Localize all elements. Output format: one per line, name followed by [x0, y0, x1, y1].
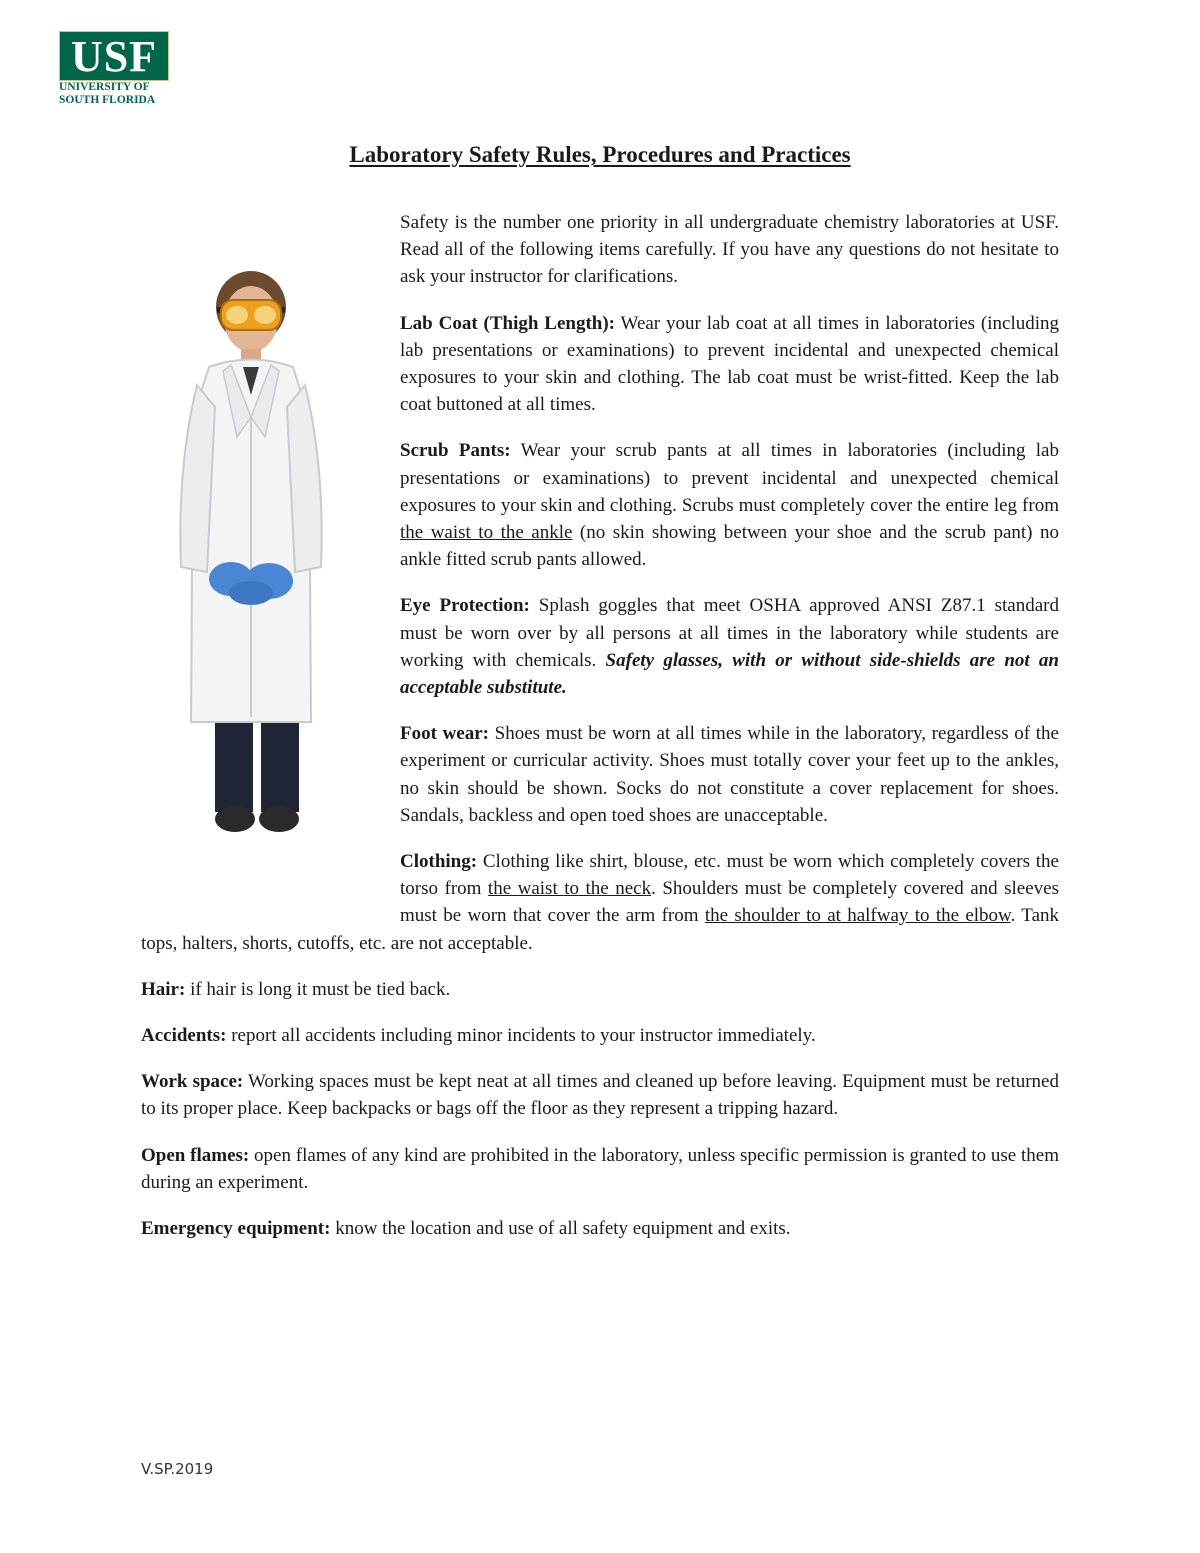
- eye-protection-label: Eye Protection:: [400, 595, 530, 617]
- intro-paragraph: Safety is the number one priority in all undergraduate chemistry laboratories at USF. Read all of the following items carefully. If you have any questions do not hesitate to ask your instructor for clarifications.: [400, 212, 1059, 288]
- hair-label: Hair:: [141, 978, 186, 1000]
- eye-protection-emphasis: Safety glasses, with or without side-shields are not an acceptable substitute.: [400, 649, 1059, 699]
- work-space-label: Work space:: [141, 1071, 244, 1093]
- usf-logo-mark: USF: [59, 31, 169, 81]
- hair-paragraph: [141, 976, 1059, 1003]
- open-flames-paragraph: [141, 1142, 1059, 1196]
- clothing-text-1: Clothing like shirt, blouse, etc. must be worn which completely covers the torso from: [400, 851, 1059, 900]
- page-title: Laboratory Safety Rules, Procedures and Practices: [349, 142, 851, 167]
- scrub-pants-text-2: (no skin showing between your shoe and the scrub pant) no ankle fitted scrub pants allowed.: [400, 522, 1059, 571]
- work-space-paragraph: [141, 1068, 1059, 1122]
- lab-coat-label: Lab Coat (Thigh Length):: [400, 312, 616, 334]
- usf-logo-line-2: SOUTH FLORIDA: [59, 94, 156, 106]
- lab-coat-person-illustration: [159, 267, 349, 847]
- accidents-paragraph: [141, 1022, 1059, 1049]
- eye-protection-text: Splash goggles that meet OSHA approved ANSI Z87.1 standard must be worn over by all persons at all times in the laboratory while students are working with chemicals.: [400, 595, 1059, 671]
- foot-wear-text: Shoes must be worn at all times while in the laboratory, regardless of the experiment or curricular activity. Shoes must totally cover your feet up to the ankles, no skin should be shown. Socks do not constitute a cover replacement for shoes. Sandals, backless and open toed shoes are unacceptable.: [400, 723, 1059, 826]
- accidents-text: report all accidents including minor incidents to your instructor immediately.: [226, 1025, 816, 1047]
- usf-logo: [59, 31, 171, 107]
- lab-coat-text: Wear your lab coat at all times in laboratories (including lab presentations or examinations) to prevent incidental and unexpected chemical exposures to your skin and clothing. The lab coat must be wrist-fitted. Keep the lab coat buttoned at all times.: [400, 312, 1060, 416]
- accidents-label: Accidents:: [141, 1025, 227, 1047]
- document-body: [141, 209, 1059, 1261]
- clothing-text-2: . Shoulders must be completely covered and sleeves must be worn that cover the arm from: [400, 878, 1059, 927]
- scrub-pants-underline: the waist to the ankle: [400, 522, 573, 544]
- lab-coat-person-figure: [141, 209, 400, 920]
- open-flames-label: Open flames:: [141, 1144, 250, 1166]
- open-flames-text: open flames of any kind are prohibited in the laboratory, unless specific permission is granted to use them during an experiment.: [141, 1144, 1059, 1193]
- emergency-equipment-paragraph: [141, 1215, 1059, 1242]
- work-space-text: Working spaces must be kept neat at all times and cleaned up before leaving. Equipment must be returned to its proper place. Keep backpacks or bags off the floor as they represent a tripping hazard.: [141, 1071, 1059, 1120]
- clothing-text-3: . Tank tops, halters, shorts, cutoffs, etc. are not acceptable.: [141, 905, 1059, 954]
- scrub-pants-label: Scrub Pants:: [400, 440, 511, 462]
- clothing-underline-2: the shoulder to at halfway to the elbow: [704, 905, 1011, 927]
- emergency-equipment-text: know the location and use of all safety equipment and exits.: [330, 1218, 791, 1240]
- version-footer: V.SP.2019: [141, 1460, 214, 1478]
- scrub-pants-text-1: Wear your scrub pants at all times in laboratories (including lab presentations or examinations) to prevent incidental and unexpected chemical exposures to your skin and clothing. Scrubs must completely cover the entire leg from: [400, 440, 1059, 516]
- usf-logo-line-1: UNIVERSITY OF: [59, 81, 150, 93]
- clothing-label: Clothing:: [400, 851, 478, 873]
- clothing-underline-1: the waist to the neck: [487, 878, 652, 900]
- emergency-equipment-label: Emergency equipment:: [141, 1218, 331, 1240]
- hair-text: if hair is long it must be tied back.: [185, 978, 451, 1000]
- foot-wear-label: Foot wear:: [400, 723, 489, 745]
